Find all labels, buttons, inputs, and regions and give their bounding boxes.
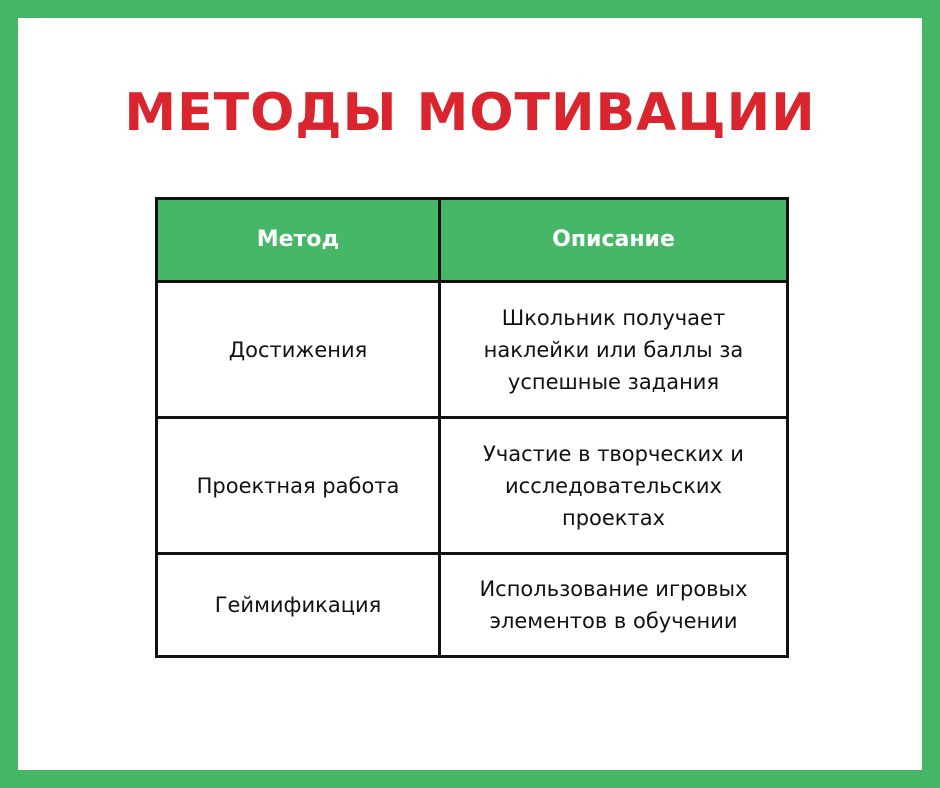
table-row (157, 418, 788, 554)
method-cell: Геймификация (157, 554, 440, 657)
description-cell: Использование игровых элементов в обучении (440, 554, 788, 657)
description-cell: Участие в творческих и исследовательских проектах (440, 418, 788, 554)
header-description: Описание (440, 199, 788, 282)
description-cell: Школьник получает наклейки или баллы за успешные задания (440, 282, 788, 418)
table-header-row (157, 199, 788, 282)
page-title: МЕТОДЫ МОТИВАЦИИ (124, 83, 816, 143)
method-cell: Достижения (157, 282, 440, 418)
methods-table (155, 197, 789, 658)
table-row (157, 282, 788, 418)
method-cell: Проектная работа (157, 418, 440, 554)
table-row (157, 554, 788, 657)
header-method: Метод (157, 199, 440, 282)
